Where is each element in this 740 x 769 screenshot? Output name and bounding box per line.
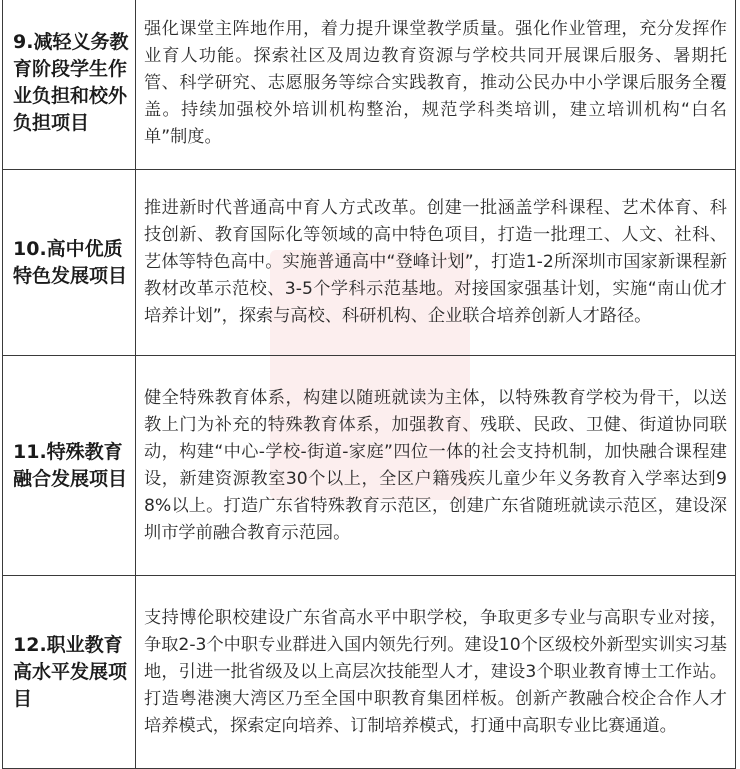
project-name: 9.减轻义务教育阶段学生作业负担和校外负担项目 bbox=[3, 0, 136, 170]
project-name: 12.职业教育高水平发展项目 bbox=[3, 576, 136, 769]
project-description: 强化课堂主阵地作用，着力提升课堂教学质量。强化作业管理，充分发挥作业育人功能。探索社区及周边教育资源与学校共同开展课后服务、暑期托管、科学研究、志愿服务等综合实践教育，推动公民办中小学课后服务全覆盖。持续加强校外培训机构整治，规范学科类培训，建立培训机构“白名单”制度。 bbox=[136, 0, 736, 170]
project-table bbox=[2, 0, 736, 769]
project-description: 支持博伦职校建设广东省高水平中职学校，争取更多专业与高职专业对接，争取2-3个中职专业群进入国内领先行列。建设10个区级校外新型实训实习基地，引进一批省级及以上高层次技能型人才，建设3个职业教育博士工作站。打造粤港澳大湾区乃至全国中职教育集团样板。创新产教融合校企合作人才培养模式，探索定向培养、订制培养模式，打通中高职专业比赛通道。 bbox=[136, 576, 736, 769]
project-description: 健全特殊教育体系，构建以随班就读为主体，以特殊教育学校为骨干，以送教上门为补充的特殊教育体系，加强教育、残联、民政、卫健、街道协同联动，构建“中心-学校-街道-家庭”四位一体的社会支持机制，加快融合课程建设，新建资源教室30个以上，全区户籍残疾儿童少年义务教育入学率达到98%以上。打造广东省特殊教育示范区，创建广东省随班就读示范区，建设深圳市学前融合教育示范园。 bbox=[136, 356, 736, 576]
project-description: 推进新时代普通高中育人方式改革。创建一批涵盖学科课程、艺术体育、科技创新、教育国际化等领域的高中特色项目，打造一批理工、人文、社科、艺体等特色高中。实施普通高中“登峰计划”，打造1-2所深圳市国家新课程新教材改革示范校、3-5个学科示范基地。对接国家强基计划，实施“南山优才培养计划”，探索与高校、科研机构、企业联合培养创新人才路径。 bbox=[136, 170, 736, 356]
table-row bbox=[3, 170, 736, 356]
project-name: 10.高中优质特色发展项目 bbox=[3, 170, 136, 356]
project-name: 11.特殊教育融合发展项目 bbox=[3, 356, 136, 576]
table-row bbox=[3, 576, 736, 769]
table-row bbox=[3, 356, 736, 576]
table-row bbox=[3, 0, 736, 170]
